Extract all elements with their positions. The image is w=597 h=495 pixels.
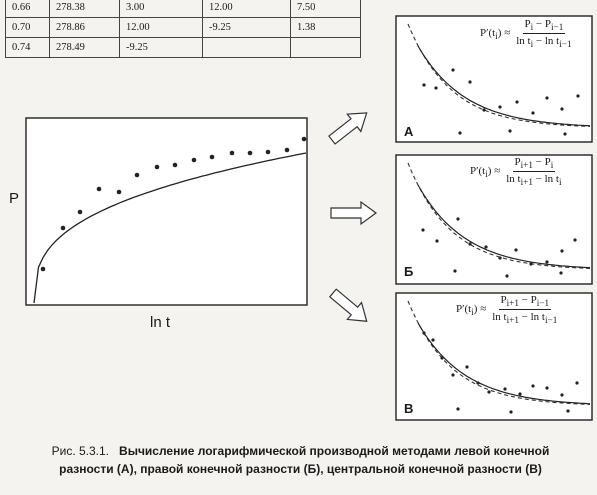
panel-2-point bbox=[545, 386, 548, 389]
panel-2-point bbox=[487, 390, 490, 393]
panel-2-point bbox=[465, 365, 468, 368]
table-cell: 12.00 bbox=[203, 0, 291, 18]
table-cell: 3.00 bbox=[120, 0, 203, 18]
panel-b-formula: $P'(t_i)$ ≈ $\frac{P_{i+1} - P_i}{\ln t_{i+1} - \ln t_i}$ bbox=[470, 156, 562, 188]
panel-2-point bbox=[451, 373, 454, 376]
table-cell: 0.74 bbox=[6, 38, 50, 58]
table-cell: 0.70 bbox=[6, 18, 50, 38]
panel-1-point bbox=[573, 238, 576, 241]
main-data-point bbox=[78, 210, 83, 215]
panel-1-point bbox=[468, 242, 471, 245]
panel-1-point bbox=[484, 245, 487, 248]
panel-0-point bbox=[422, 83, 425, 86]
main-data-point bbox=[192, 158, 197, 163]
table-cell: 0.66 bbox=[6, 0, 50, 18]
caption-line-1 bbox=[8, 442, 593, 460]
table-cell: 12.00 bbox=[120, 18, 203, 38]
panel-2-point bbox=[422, 331, 425, 334]
table-cell: -9.25 bbox=[120, 38, 203, 58]
caption-text-line2: разности (А), правой конечной разности (Б), центральной конечной разности (В) bbox=[59, 462, 542, 476]
main-data-point bbox=[135, 173, 140, 178]
panel-b-letter: Б bbox=[404, 264, 414, 279]
caption-prefix: Рис. 5.3.1. bbox=[51, 444, 110, 458]
table-cell: 7.50 bbox=[291, 0, 361, 18]
main-data-point bbox=[230, 151, 235, 156]
panel-0-point bbox=[468, 80, 471, 83]
main-data-point bbox=[285, 148, 290, 153]
table-cell: 278.38 bbox=[50, 0, 120, 18]
panel-1-point bbox=[421, 228, 424, 231]
panel-1-point bbox=[435, 239, 438, 242]
main-data-point bbox=[210, 155, 215, 160]
caption-text-line1: Вычисление логарифмической производной методами левой конечной bbox=[119, 444, 550, 458]
panel-0-point bbox=[434, 86, 437, 89]
panel-2-point bbox=[531, 384, 534, 387]
panel-1-point bbox=[505, 274, 508, 277]
panel-0-point bbox=[458, 131, 461, 134]
panel-c-formula: $P'(t_i)$ ≈ $\frac{P_{i+1} - P_{i-1}}{\ln t_{i+1} - \ln t_{i-1}}$ bbox=[456, 294, 558, 326]
main-ylabel: P bbox=[9, 190, 20, 207]
panel-a-letter: А bbox=[404, 124, 414, 139]
panel-1-point bbox=[514, 248, 517, 251]
arrow-to-panel-a bbox=[325, 104, 373, 148]
panel-0-point bbox=[508, 129, 511, 132]
main-data-point bbox=[41, 267, 46, 272]
table-cell: 278.49 bbox=[50, 38, 120, 58]
main-data-point bbox=[97, 187, 102, 192]
panel-2-point bbox=[440, 356, 443, 359]
panel-1-point bbox=[559, 271, 562, 274]
main-data-point bbox=[248, 151, 253, 156]
panel-1-point bbox=[529, 262, 532, 265]
main-data-point bbox=[117, 190, 122, 195]
panel-1-point bbox=[456, 217, 459, 220]
panel-c-letter: В bbox=[404, 401, 414, 416]
panel-1-point bbox=[498, 256, 501, 259]
panel-2-point bbox=[456, 407, 459, 410]
panel-2-point bbox=[518, 392, 521, 395]
arrow-to-panel-b bbox=[331, 202, 376, 224]
panel-0-point bbox=[482, 108, 485, 111]
panel-0-point bbox=[545, 96, 548, 99]
panel-2-point bbox=[431, 338, 434, 341]
panel-0-point bbox=[576, 94, 579, 97]
panel-0-point bbox=[563, 132, 566, 135]
panel-2-point bbox=[575, 381, 578, 384]
table-cell: 278.86 bbox=[50, 18, 120, 38]
table-cell: -9.25 bbox=[203, 18, 291, 38]
panel-1-point bbox=[545, 260, 548, 263]
panel-a-formula: $P'(t_i)$ ≈ $\frac{P_i - P_{i-1}}{\ln t_i - \ln t_{i-1}}$ bbox=[480, 18, 572, 50]
table-cell: 1.38 bbox=[291, 18, 361, 38]
panel-0-point bbox=[560, 107, 563, 110]
panel-0-point bbox=[531, 111, 534, 114]
main-data-point bbox=[173, 163, 178, 168]
arrow-to-panel-c bbox=[326, 285, 374, 330]
panel-1-point bbox=[560, 249, 563, 252]
panel-2-point bbox=[560, 393, 563, 396]
panel-0-point bbox=[498, 105, 501, 108]
panel-1-point bbox=[453, 269, 456, 272]
panel-0-point bbox=[451, 68, 454, 71]
caption-line-2 bbox=[8, 460, 593, 478]
panel-2-point bbox=[503, 387, 506, 390]
figure-caption bbox=[8, 442, 593, 478]
main-data-point bbox=[266, 150, 271, 155]
main-data-point bbox=[155, 165, 160, 170]
panel-2-point bbox=[509, 410, 512, 413]
main-data-point bbox=[302, 137, 307, 142]
main-data-point bbox=[61, 226, 66, 231]
main-xlabel: ln t bbox=[150, 314, 171, 331]
panel-2-point bbox=[566, 409, 569, 412]
main-plot-frame bbox=[26, 118, 307, 305]
panel-2-point bbox=[476, 381, 479, 384]
panel-0-point bbox=[515, 100, 518, 103]
